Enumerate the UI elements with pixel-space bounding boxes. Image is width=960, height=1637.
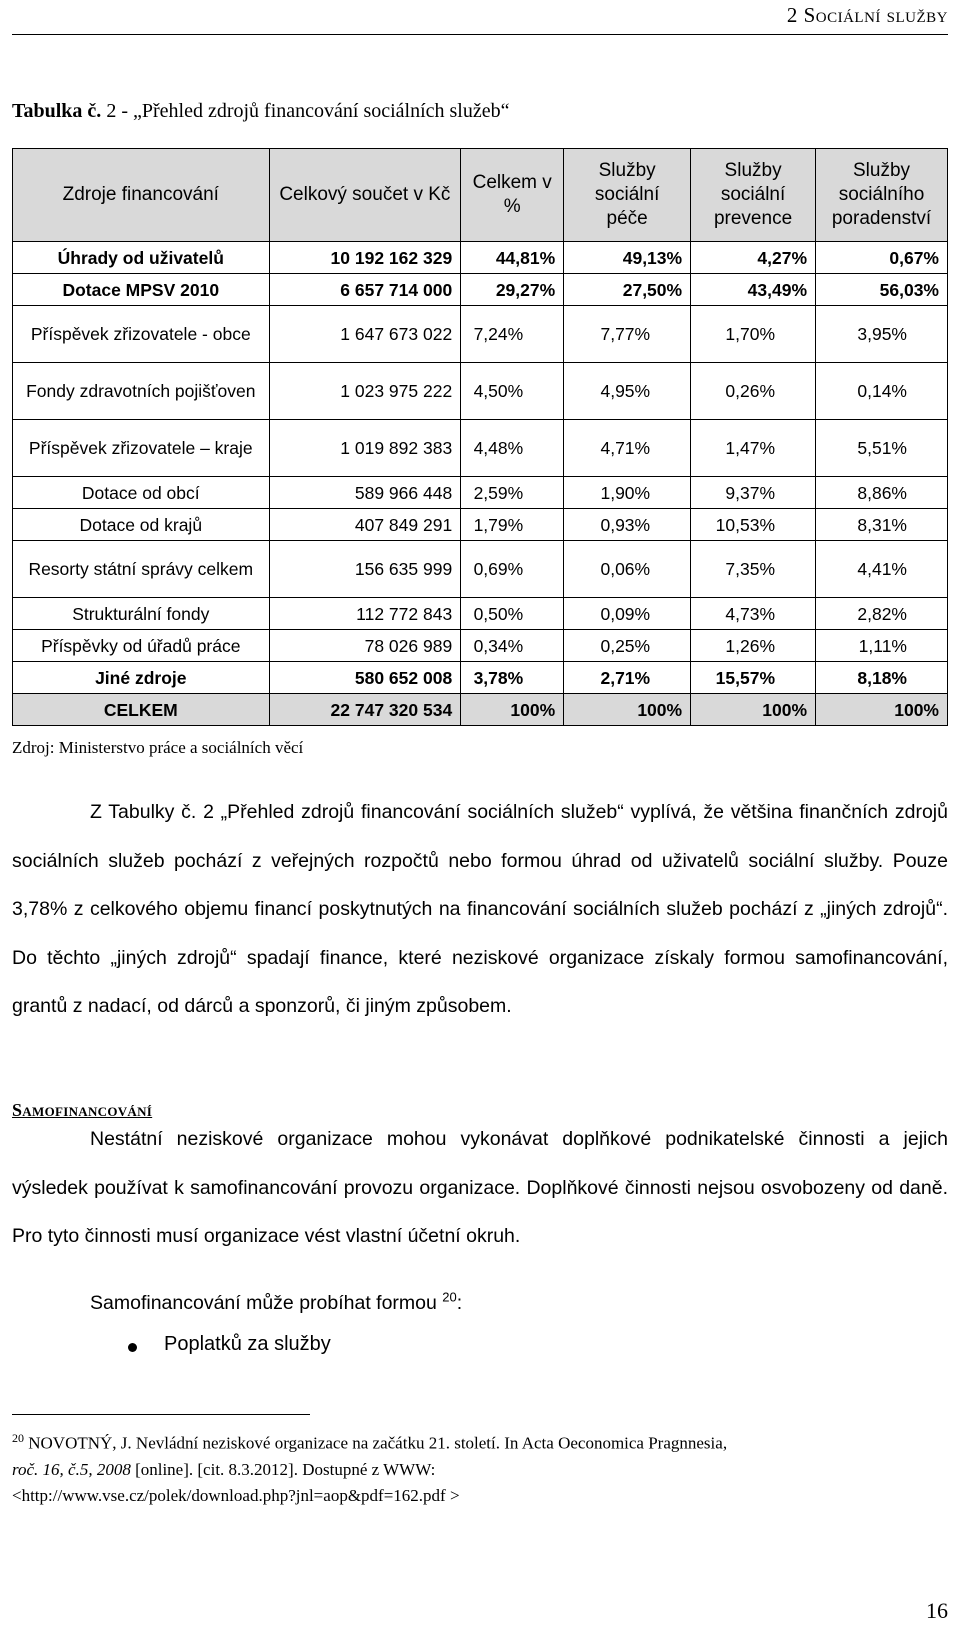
footnote-volume: roč. 16, č.5, 2008 xyxy=(12,1459,131,1479)
row-label-cell: Příspěvek zřizovatele – kraje xyxy=(13,420,270,477)
row-value-cell: 22 747 320 534 xyxy=(269,694,461,726)
row-value-cell: 1 023 975 222 xyxy=(269,363,461,420)
row-label-cell: Jiné zdroje xyxy=(13,662,270,694)
row-value-cell: 1,70% xyxy=(691,306,816,363)
row-value-cell: 1 647 673 022 xyxy=(269,306,461,363)
row-value-cell: 1 019 892 383 xyxy=(269,420,461,477)
paragraph-forms xyxy=(12,1279,948,1328)
row-value-cell: 1,90% xyxy=(564,477,691,509)
paragraph-self-financing xyxy=(12,1115,948,1261)
row-value-cell: 4,71% xyxy=(564,420,691,477)
table-row xyxy=(13,509,948,541)
table-row xyxy=(13,630,948,662)
table-caption xyxy=(12,100,510,123)
row-label-cell: CELKEM xyxy=(13,694,270,726)
row-value-cell: 6 657 714 000 xyxy=(269,274,461,306)
page-number: 16 xyxy=(926,1598,948,1623)
row-value-cell: 49,13% xyxy=(564,242,691,274)
row-value-cell: 29,27% xyxy=(461,274,564,306)
row-value-cell: 0,34% xyxy=(461,630,564,662)
row-value-cell: 4,48% xyxy=(461,420,564,477)
footnote-citation: NOVOTNÝ, J. Nevládní neziskové organizace na začátku 21. století. In Acta Oeconomica Pragnnesia, xyxy=(28,1433,728,1453)
paragraph-3-suffix: : xyxy=(456,1292,463,1314)
row-value-cell: 7,35% xyxy=(691,541,816,598)
row-value-cell: 56,03% xyxy=(816,274,948,306)
row-label-cell: Fondy zdravotních pojišťoven xyxy=(13,363,270,420)
row-value-cell: 0,50% xyxy=(461,598,564,630)
row-value-cell: 100% xyxy=(461,694,564,726)
footnote-number: 20 xyxy=(12,1431,24,1445)
row-label-cell: Příspěvky od úřadů práce xyxy=(13,630,270,662)
row-value-cell: 0,09% xyxy=(564,598,691,630)
section-title-text: Samofinancování xyxy=(12,1100,153,1120)
row-value-cell: 0,14% xyxy=(816,363,948,420)
row-value-cell: 3,78% xyxy=(461,662,564,694)
table-header-row xyxy=(13,149,948,242)
row-value-cell: 4,73% xyxy=(691,598,816,630)
row-value-cell: 2,82% xyxy=(816,598,948,630)
header-rule xyxy=(12,34,948,35)
running-header xyxy=(0,0,960,36)
caption-label: Tabulka č. xyxy=(12,100,102,122)
row-value-cell: 100% xyxy=(691,694,816,726)
table-header-cell: Celkový součet v Kč xyxy=(269,149,461,242)
table-row xyxy=(13,242,948,274)
table-row xyxy=(13,420,948,477)
row-value-cell: 4,27% xyxy=(691,242,816,274)
table-header-cell: Zdroje financování xyxy=(13,149,270,242)
footnote-separator xyxy=(12,1414,310,1415)
row-value-cell: 44,81% xyxy=(461,242,564,274)
table-source: Zdroj: Ministerstvo práce a sociálních věcí xyxy=(12,738,304,757)
row-value-cell: 0,93% xyxy=(564,509,691,541)
row-value-cell: 589 966 448 xyxy=(269,477,461,509)
paragraph-2-text: Nestátní neziskové organizace mohou vykonávat doplňkové podnikatelské činnosti a jejich výsledek používat k samofinancování provozu organizace. Doplňkové činnosti nejsou osvobozeny od daně. Pro tyto činnosti musí organizace vést vlastní účetní okruh. xyxy=(12,1128,948,1247)
row-value-cell: 4,95% xyxy=(564,363,691,420)
row-value-cell: 43,49% xyxy=(691,274,816,306)
paragraph-3-text: Samofinancování může probíhat formou xyxy=(90,1292,437,1314)
table-row xyxy=(13,598,948,630)
table-row xyxy=(13,541,948,598)
row-value-cell: 7,24% xyxy=(461,306,564,363)
paragraph-1-text: Z Tabulky č. 2 „Přehled zdrojů financování sociálních služeb“ vyplívá, že většina finančních zdrojů sociálních služeb pochází z veřejných rozpočtů nebo formou úhrad od uživatelů sociální služby. Pouze 3,78% z celkového objemu financí poskytnutých na financování sociálních služeb pochází z „jiných zdrojů“. Do těchto „jiných zdrojů“ spadají finance, které neziskové organizace získaly formou samofinancování, grantů z nadací, od dárců a sponzorů, či jiným způsobem. xyxy=(12,801,948,1017)
footnote-url[interactable]: <http://www.vse.cz/polek/download.php?jnl=aop&pdf=162.pdf > xyxy=(12,1485,460,1505)
row-label-cell: Úhrady od uživatelů xyxy=(13,242,270,274)
row-value-cell: 0,67% xyxy=(816,242,948,274)
row-value-cell: 0,26% xyxy=(691,363,816,420)
row-value-cell: 2,71% xyxy=(564,662,691,694)
row-label-cell: Resorty státní správy celkem xyxy=(13,541,270,598)
financing-table-body xyxy=(13,149,948,726)
table-row xyxy=(13,306,948,363)
row-value-cell: 580 652 008 xyxy=(269,662,461,694)
row-value-cell: 4,41% xyxy=(816,541,948,598)
caption-text: 2 - „Přehled zdrojů financování sociálních služeb“ xyxy=(101,100,510,122)
footnote-reference[interactable]: 20 xyxy=(442,1289,457,1305)
table-header-cell: Celkem v % xyxy=(461,149,564,242)
row-value-cell: 15,57% xyxy=(691,662,816,694)
table-header-cell: Služby sociální prevence xyxy=(691,149,816,242)
row-value-cell: 407 849 291 xyxy=(269,509,461,541)
row-value-cell: 27,50% xyxy=(564,274,691,306)
row-value-cell: 8,86% xyxy=(816,477,948,509)
table-header-cell: Služby sociální péče xyxy=(564,149,691,242)
row-value-cell: 100% xyxy=(816,694,948,726)
row-value-cell: 10,53% xyxy=(691,509,816,541)
row-value-cell: 1,11% xyxy=(816,630,948,662)
row-label-cell: Strukturální fondy xyxy=(13,598,270,630)
row-value-cell: 156 635 999 xyxy=(269,541,461,598)
row-value-cell: 2,59% xyxy=(461,477,564,509)
footnote-line-2 xyxy=(12,1457,948,1483)
table-row xyxy=(13,363,948,420)
row-value-cell: 1,47% xyxy=(691,420,816,477)
row-value-cell: 7,77% xyxy=(564,306,691,363)
table-row xyxy=(13,694,948,726)
row-value-cell: 1,79% xyxy=(461,509,564,541)
bullet-dot-icon xyxy=(128,1343,137,1352)
row-value-cell: 10 192 162 329 xyxy=(269,242,461,274)
row-value-cell: 8,18% xyxy=(816,662,948,694)
row-value-cell: 0,25% xyxy=(564,630,691,662)
row-label-cell: Dotace MPSV 2010 xyxy=(13,274,270,306)
row-value-cell: 3,95% xyxy=(816,306,948,363)
row-value-cell: 8,31% xyxy=(816,509,948,541)
row-value-cell: 112 772 843 xyxy=(269,598,461,630)
table-row xyxy=(13,662,948,694)
footnote-line-1 xyxy=(12,1425,948,1457)
row-value-cell: 1,26% xyxy=(691,630,816,662)
row-value-cell: 78 026 989 xyxy=(269,630,461,662)
table-row xyxy=(13,477,948,509)
table-header-cell: Služby sociálního poradenství xyxy=(816,149,948,242)
header-chapter-title: 2 Sociální služby xyxy=(786,3,948,27)
row-value-cell: 0,69% xyxy=(461,541,564,598)
row-label-cell: Dotace od krajů xyxy=(13,509,270,541)
footnote xyxy=(12,1425,948,1509)
bullet-item: Poplatků za služby xyxy=(164,1333,331,1355)
row-value-cell: 100% xyxy=(564,694,691,726)
footnote-access: [online]. [cit. 8.3.2012]. Dostupné z WWW: xyxy=(130,1459,436,1479)
row-value-cell: 9,37% xyxy=(691,477,816,509)
row-label-cell: Příspěvek zřizovatele - obce xyxy=(13,306,270,363)
row-value-cell: 4,50% xyxy=(461,363,564,420)
row-value-cell: 5,51% xyxy=(816,420,948,477)
row-value-cell: 0,06% xyxy=(564,541,691,598)
table-row xyxy=(13,274,948,306)
financing-table xyxy=(12,148,948,726)
row-label-cell: Dotace od obcí xyxy=(13,477,270,509)
paragraph-table-summary xyxy=(12,788,948,1031)
